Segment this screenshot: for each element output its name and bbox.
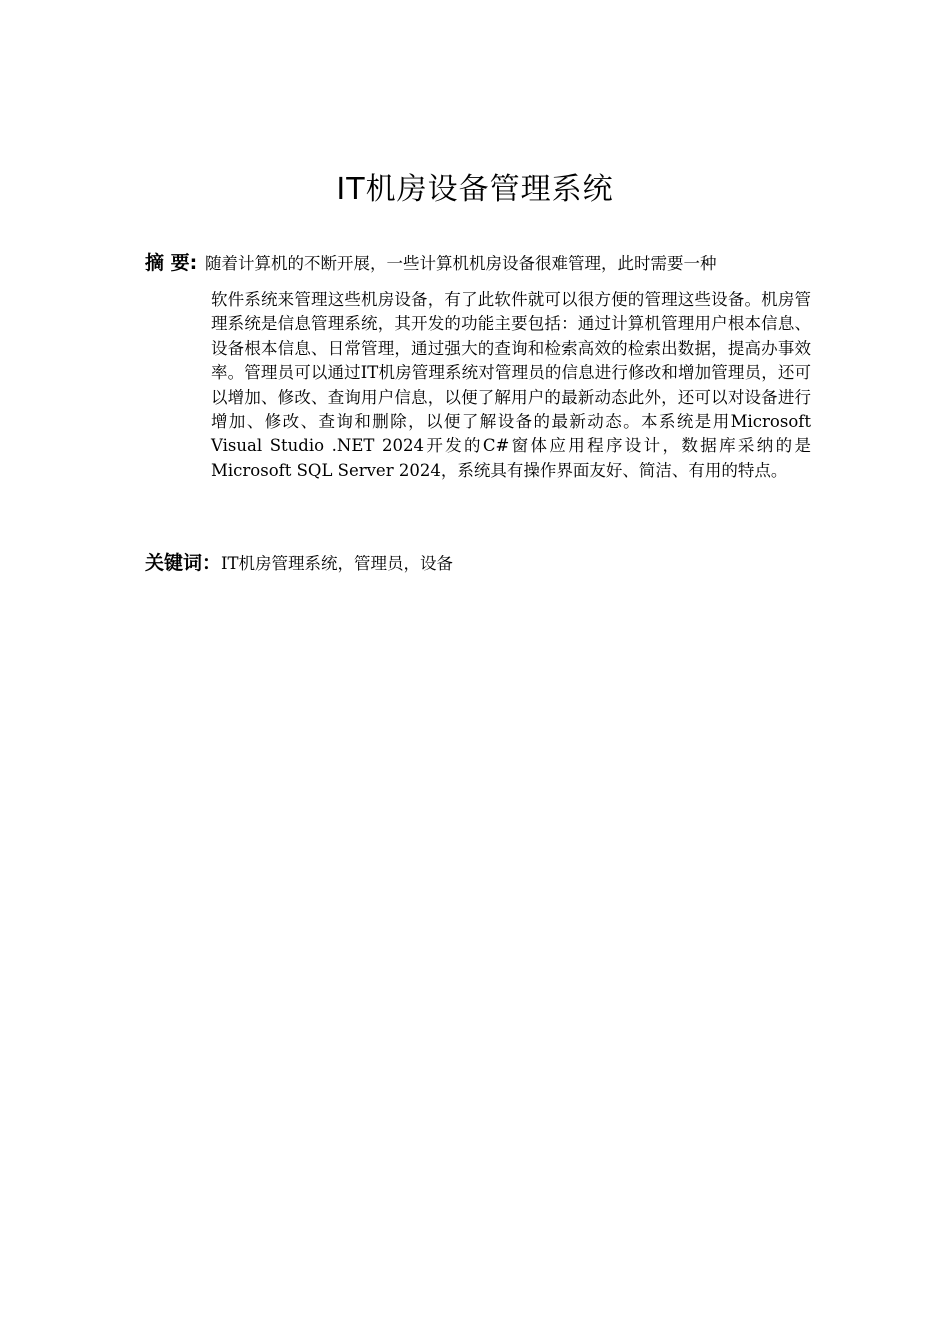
abstract-body: 软件系统来管理这些机房设备，有了此软件就可以很方便的管理这些设备。机房管理系统是信息管理系统，其开发的功能主要包括：通过计算机管理用户根本信息、设备根本信息、日常管理，通过强大的查询和检索高效的检索出数据，提高办事效率。管理员可以通过IT机房管理系统对管理员的信息进行修改和增加管理员，还可以增加、修改、查询用户信息，以便了解用户的最新动态此外，还可以对设备进行增加、修改、查询和删除，以便了解设备的最新动态。本系统是用Microsoft Visual Studio .NET 2024开发的C#窗体应用程序设计，数据库采纳的是Microsoft SQL Server 2024，系统具有操作界面友好、简洁、有用的特点。 — [211, 290, 811, 480]
abstract-label: 摘 要: — [145, 252, 198, 274]
keywords-text: IT机房管理系统，管理员，设备 — [221, 554, 454, 573]
document-title: IT机房设备管理系统 — [336, 172, 614, 207]
keywords-row — [145, 550, 453, 577]
abstract-first-line: 随着计算机的不断开展，一些计算机机房设备很难管理，此时需要一种 — [205, 254, 717, 273]
keywords-label: 关键词： — [145, 552, 222, 574]
